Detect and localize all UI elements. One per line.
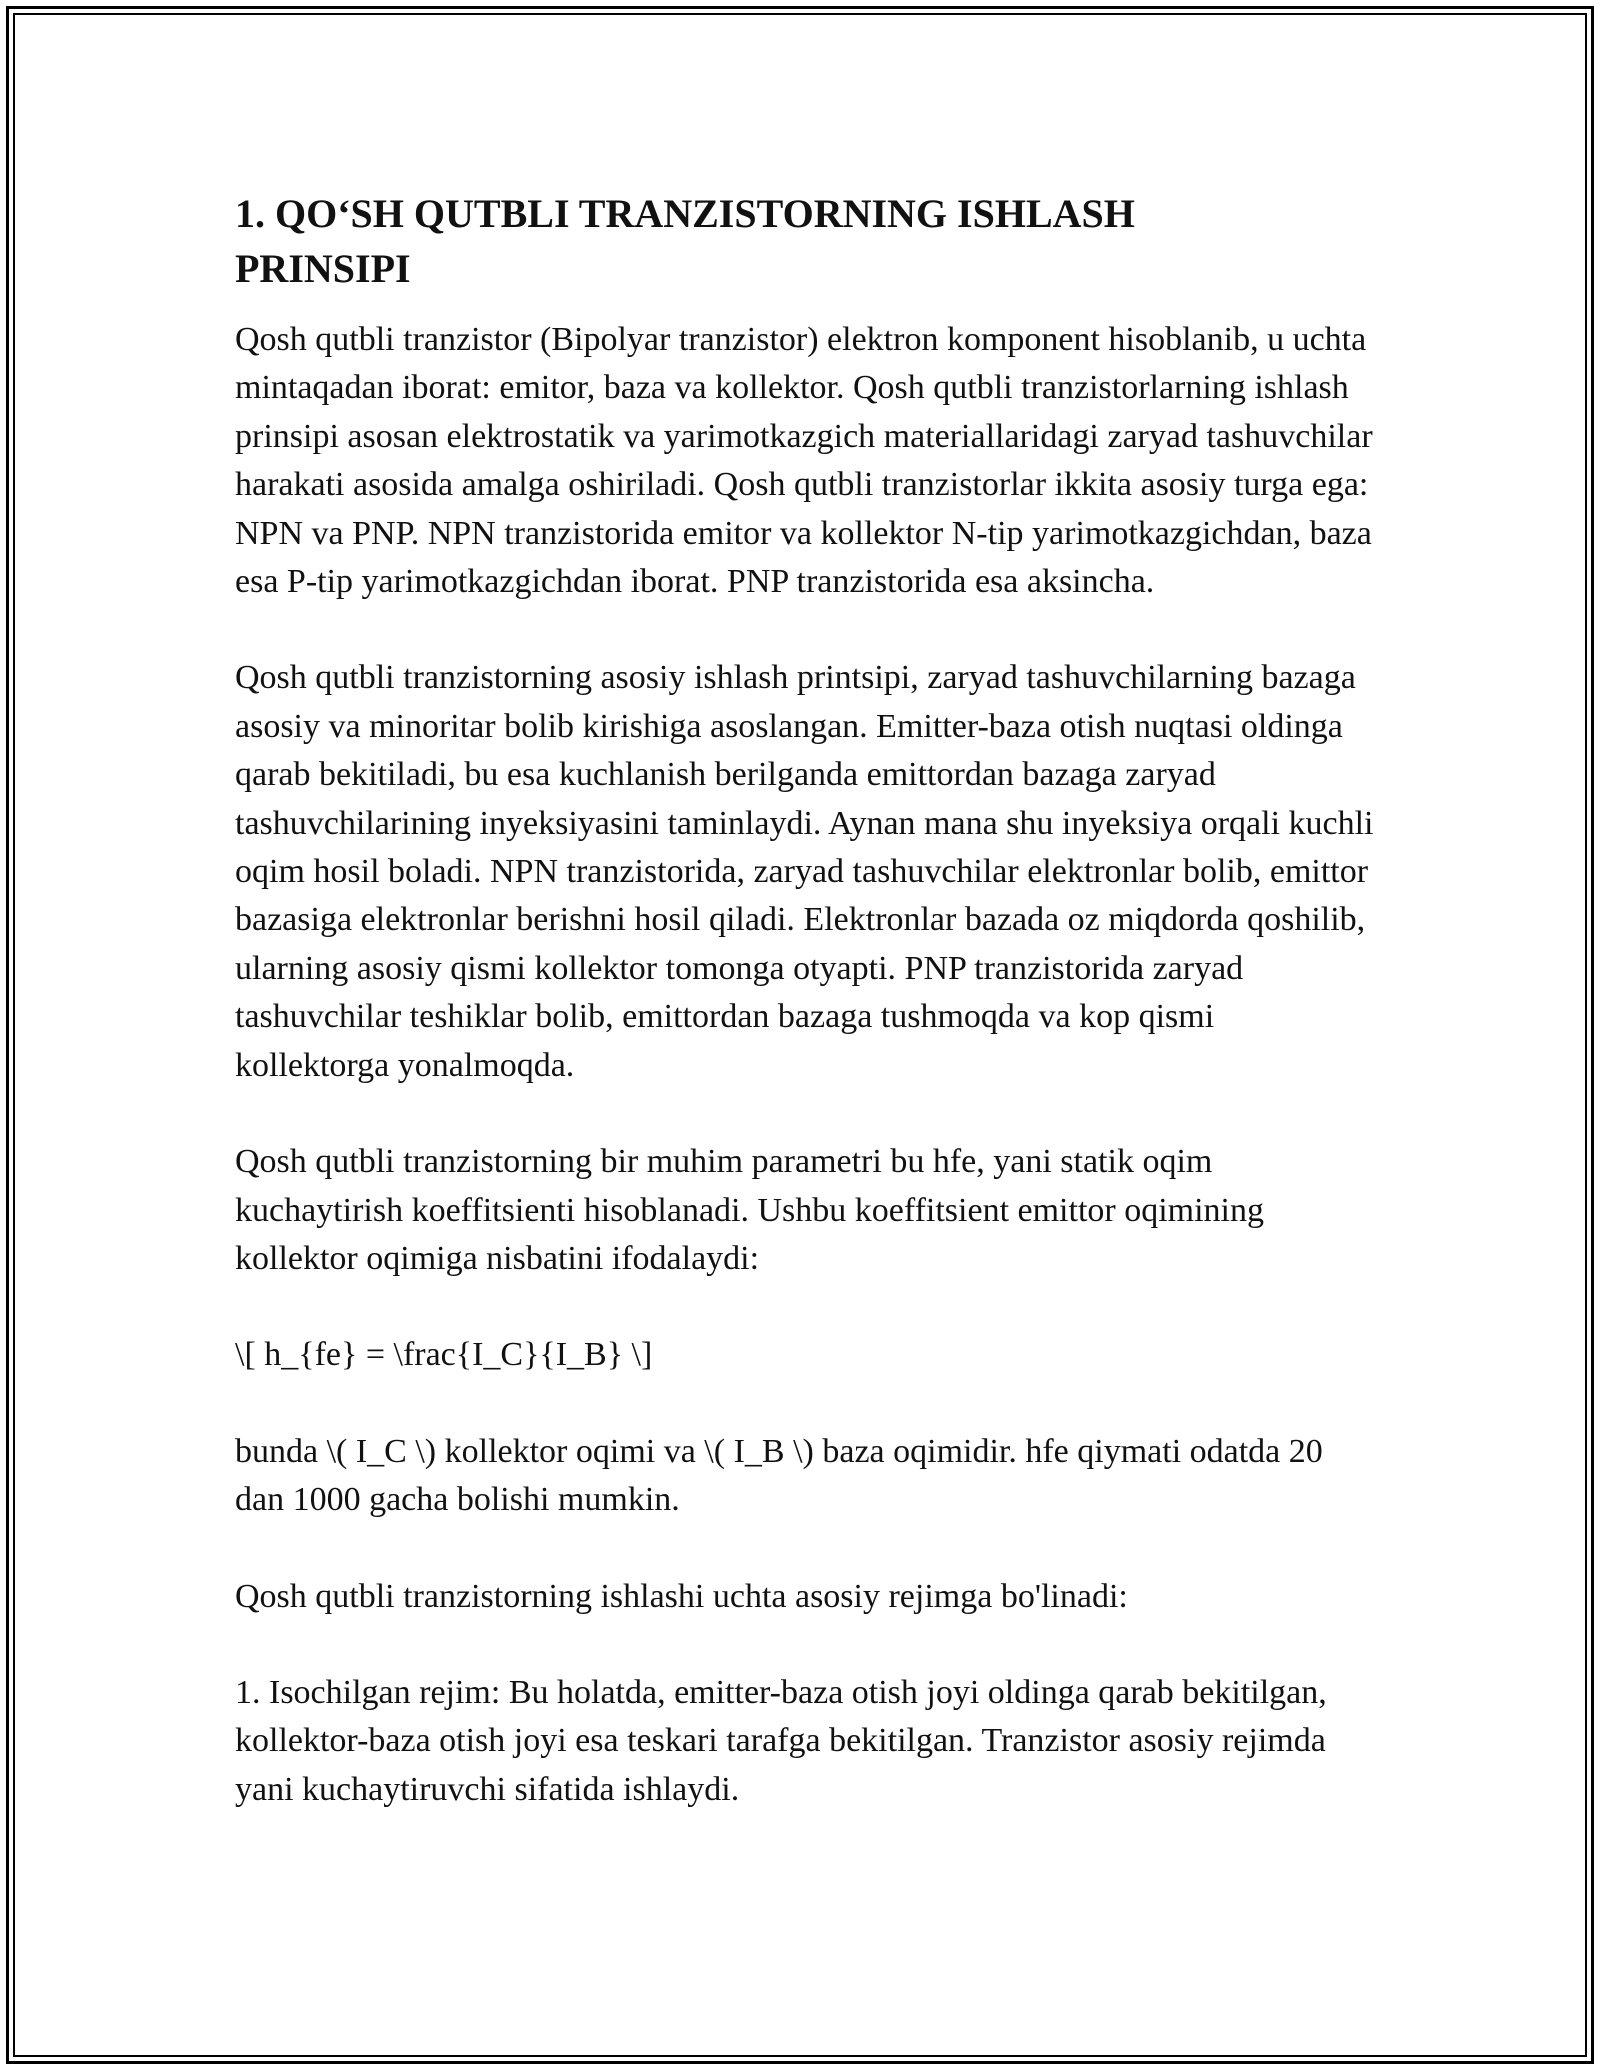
paragraph-working-principle: Qosh qutbli tranzistorning asosiy ishlash printsipi, zaryad tashuvchilarning bazaga asosiy va minoritar bolib kirishiga asoslangan. Emitter-baza otish nuqtasi oldinga qarab bekitiladi, bu esa kuchlanish berilganda emittordan bazaga zaryad tashuvchilarining inyeksiyasini taminlaydi. Aynan mana shu inyeksiya orqali kuchli oqim hosil boladi. NPN tranzistorida, zaryad tashuvchilar elektronlar bolib, emittor bazasiga elektronlar berishni hosil qiladi. Elektronlar bazada oz miqdorda qoshilib, ularning asosiy qismi kollektor tomonga otyapti. PNP tranzistorida zaryad tashuvchilar teshiklar bolib, emittordan bazaga tushmoqda va kop qismi kollektorga yonalmoqda. [235,659,1374,1084]
list-item-mode-1: 1. Isochilgan rejim: Bu holatda, emitter-baza otish joyi oldinga qarab bekitilgan, kollektor-baza otish joyi esa teskari tarafga bekitilgan. Tranzistor asosiy rejimda yani kuchaytiruvchi sifatida ishlaydi. [235,1673,1327,1808]
paragraph-modes-intro: Qosh qutbli tranzistorning ishlashi uchta asosiy rejimga bo'linadi: [235,1577,1128,1615]
document-body [235,186,1375,1862]
paragraph-formula-explanation: bunda \( I_C \) kollektor oqimi va \( I_B \) baza oqimidir. hfe qiymati odatda 20 dan 1000 gacha bolishi mumkin. [235,1432,1323,1519]
formula-hfe: \[ h_{fe} = \frac{I_C}{I_B} \] [235,1336,653,1374]
section-heading: 1. QO‘SH QUTBLI TRANZISTORNING ISHLASH PRINSIPI [235,191,1135,291]
paragraph-intro: Qosh qutbli tranzistor (Bipolyar tranzistor) elektron komponent hisoblanib, u uchta mintaqadan iborat: emitor, baza va kollektor. Qosh qutbli tranzistorlarning ishlash prinsipi asosan elektrostatik va yarimotkazgich materiallaridagi zaryad tashuvchilar harakati asosida amalga oshiriladi. Qosh qutbli tranzistorlar ikkita asosiy turga ega: NPN va PNP. NPN tranzistorida emitor va kollektor N-tip yarimotkazgichdan, baza esa P-tip yarimotkazgichdan iborat. PNP tranzistorida esa aksincha. [235,321,1373,601]
paragraph-hfe-parameter: Qosh qutbli tranzistorning bir muhim parametri bu hfe, yani statik oqim kuchaytirish koeffitsienti hisoblanadi. Ushbu koeffitsient emittor oqimining kollektor oqimiga nisbatini ifodalaydi: [235,1143,1264,1277]
